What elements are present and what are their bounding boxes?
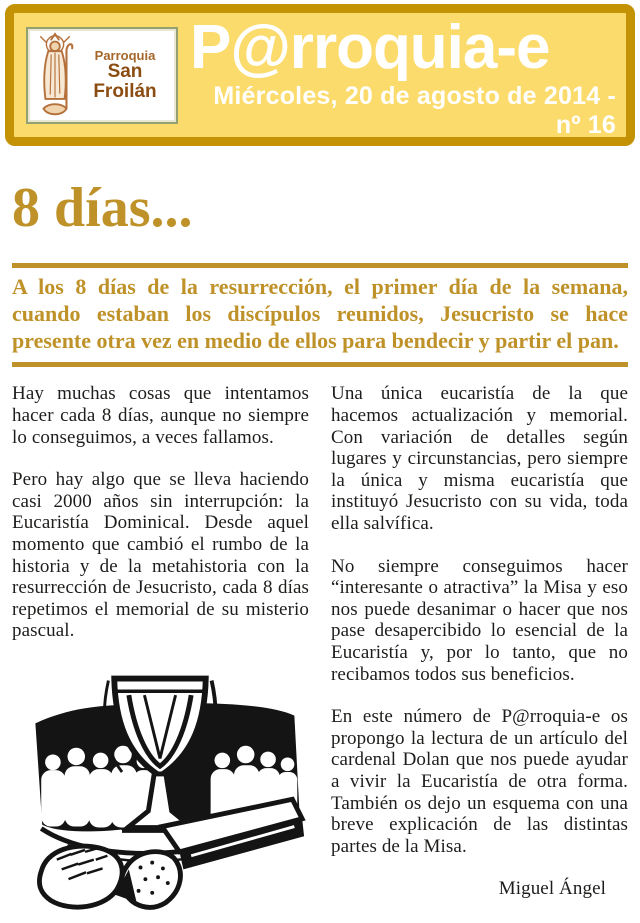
paragraph: En este número de P@rroquia-e os propongo la lectura de un artículo del cardenal Dolan que nos puede ayudar a vivir la Eucaristía de otra forma. También os dejo un esquema con una breve explicación de las distintas partes de la Misa. [331,706,628,857]
newsletter-page [0,4,640,923]
paragraph: Hay muchas cosas que intentamos hacer cada 8 días, aunque no siempre lo conseguimos, a veces fallamos. [12,383,309,448]
article-headline: 8 días... [12,177,193,239]
author-signature: Miguel Ángel [498,878,606,900]
article-lede: A los 8 días de la resurrección, el primer día de la semana, cuando estaban los discípulos reunidos, Jesucristo se hace presente otra vez en medio de ellos para bendecir y partir el pan. [12,274,628,353]
parish-name [78,49,172,103]
newsletter-title: P@rroquia-e [190,13,550,82]
paragraph: No siempre conseguimos hacer “interesante o atractiva” la Misa y eso nos puede desanimar o hacer que nos pase desapercibido lo esencial de la Eucaristía y, por lo tanto, que no recibamos todos sus beneficios. [331,555,628,685]
article-body [12,383,628,921]
parish-logo [26,27,178,124]
paragraph: Una única eucaristía de la que hacemos actualización y memorial. Con variación de detalles según lugares y circunstancias, pero siempre la única y misma eucaristía que instituyó Jesucristo con su vida, toda ella salvífica. [331,383,628,535]
logo-line1: Parroquia [94,47,156,63]
divider-bottom [12,362,628,367]
right-column [331,383,628,921]
logo-line2: San Froilán [93,61,157,103]
masthead-text [182,13,626,140]
eucharist-illustration [12,663,308,921]
paragraph: Pero hay algo que se lleva haciendo casi 2000 años sin interrupción: la Eucaristía Dominical. Desde aquel momento que cambió el rumbo de la historia y de la metahistoria con la resurrección de Jesucristo, cada 8 días repetimos el memorial de su misterio pascual. [12,469,309,642]
saint-figure-icon [32,32,78,120]
left-column [12,383,309,921]
masthead [5,4,635,146]
issue-date: Miércoles, 20 de agosto de 2014 - nº 16 [213,82,616,140]
